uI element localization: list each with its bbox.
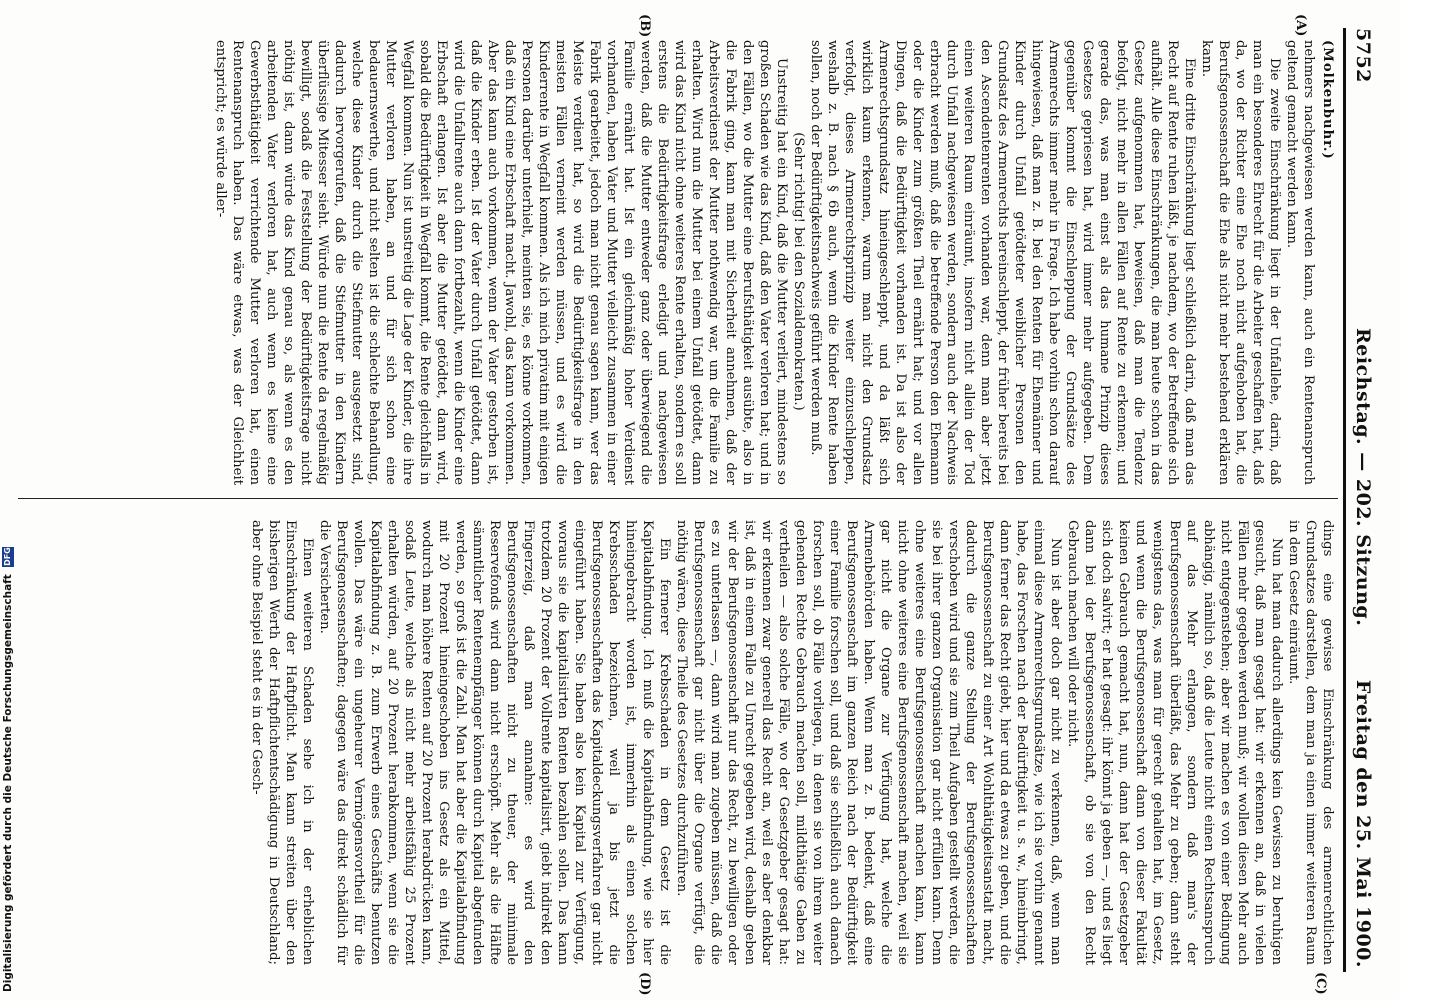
column-divider: [18, 498, 1338, 499]
paragraph: Einen weiteren Schaden sehe ich in der erheblichen Einschränkung der Haftpflicht. Man kann streiten über den bisherigen Werth der Haftpflichtentschädigung in Deutschland; aber ohne Beispiel steht es in der Gesch-: [249, 520, 315, 965]
left-text-column: [6, 40, 1336, 485]
paragraph: Nun ist aber doch gar nicht zu verkennen, daß, wenn man einmal diese Armenrechtsgrundsätze, wie ich sie vorhin genannt habe, das Forschen nach der Bedürftigkeit u. s. w., hineinbringt, dann ferner das Recht giebt, hier und da etwas zu geben, und die Berufsgenossenschaft zu einer Art Wohlthätigkeitsanstalt macht, dadurch die ganze Stellung der Berufsgenossenschaften verschoben wird und sie zum Theil Aufgaben gestellt werden, die sie bei ihrer ganzen Organisation gar nicht erfüllen kann. Denn ohne weiteres eine Berufsgenossenschaft machen kann, kann nicht ohne weiteres eine Berufsgenossenschaft machen, weil sie gar nicht die Organe zur Verfügung hat, welche die Armenbehörden haben. Wenn man z. B. bedenkt, daß eine Berufsgenossenschaft im ganzen Reich nach der Bedürftigkeit einer Familie forschen soll, und daß sie schließlich auch danach forschen soll, ob Fälle vorliegen, in denen sie von ihrem weiter gehenden Rechte Gebrauch machen soll, mildthätige Gaben zu vertheilen — also solche Fälle, wo der Gesetzgeber gesagt hat: wir erkennen zwar generell das Recht an, weil es aber denkbar ist, daß in einem Falle zu Unrecht gegeben wird, deshalb geben wir der Berufsgenossenschaft nur das Recht, zu bewilligen oder es zu unterlassen —, dann wird man zugeben müssen, daß die Berufsgenossenschaft gar nicht über die Organe verfügt, die nöthig wären, diese Theile des Gesetzes durchzuführen.: [674, 520, 1063, 965]
margin-marker-c: (C): [1313, 972, 1328, 995]
dfg-logo: DFG: [3, 547, 12, 566]
credit-text: Digitalisierung gefördert durch die Deutsche Forschungsgemeinschaft: [2, 574, 14, 992]
paragraph: nehmers nachgewiesen werden kann, auch ein Rentenanspruch geltend gemacht werden kann.: [1284, 40, 1316, 485]
session-title: Reichstag. — 202. Sitzung.: [1352, 328, 1374, 627]
margin-marker-d: (D): [637, 972, 652, 996]
paragraph: dings eine gewisse Einschränkung des armenrechtlichen Grundsatzes darstellen, dem man ja einen immer weiteren Raum in dem Gesetz einräumt.: [1286, 520, 1335, 965]
page-header: [1348, 28, 1378, 968]
right-text-column: [6, 520, 1336, 965]
page-number: 5752: [1352, 28, 1374, 83]
paragraph: Unstreitig hat ein Kind, daß die Mutter verliert, mindestens so großen Schaden wie das Kind, daß den Vater verloren hat; und in den Fällen, wo die Mutter eine Berufsthätigkeit ausübte, also in die Fabrik ging, kann man mit Sicherheit annehmen, daß der Arbeitsverdienst der Mutter nothwendig war, um die Familie zu erhalten. Wird nun die Mutter bei einem Unfall getödtet, dann wird das Kind nicht ohne weiteres Rente erhalten, sondern es soll erstens die Bedürftigkeitsfrage erledigt und nachgewiesen werden, daß die Mutter entweder ganz oder überwiegend die Familie ernährt hat. Ist ein gleichmäßig hoher Verdienst vorhanden, haben Vater und Mutter vielleicht zusammen in einer Fabrik gearbeitet, jedoch man nicht genau sagen kann, wer das Meiste verdient hat, so wird die Bedürftigkeitsfrage in den meisten Fällen verneint werden müssen, und es wird die Kinderrente in Wegfall kommen. Als ich mich privatim mit einigen Personen darüber unterhielt, meinten sie, es könne vorkommen, daß ein Kind eine Erbschaft macht. Jawohl, das kann vorkommen. Aber das kann auch vorkommen, wenn der Vater gestorben ist, daß die Kinder erben. Ist der Vater durch Unfall getödtet, dann wird die Unfallrente auch dann fortbezahlt, wenn die Kinder eine Erbschaft erlangen. Ist aber die Mutter getödtet, dann wird, sobald die Bedürftigkeit in Wegfall kommt, die Rente gleichfalls in Wegfall kommen. Nun ist unstreitig die Lage der Kinder, die ihre Mutter verloren haben, an und für sich schon eine bedauernswerthe, und nicht selten ist die schlechte Behandlung, welche diese Kinder durch die Stiefmutter ausgesetzt sind, dadurch hervorgerufen, daß die Stiefmutter in den Kindern überflüssige Mitesser sieht. Würde nun die Rente da regelmäßig bewilligt, sodaß die Feststellung der Bedürftigkeitsfrage nicht nöthig ist, dann würde das Kind genau so, als wenn es den arbeitenden Vater verloren hat, auch wenn es keine eine Gewerbsthätigkeit verrichtende Mutter verloren hat, einen Rentenanspruch haben. Das wäre etwas, was der Gleichheit entspricht; es würde aller-: [213, 40, 789, 485]
digitization-credit: [2, 0, 14, 1000]
paragraph: Nun hat man dadurch allerdings kein Gewissen zu beruhigen gesucht, daß man gesagt hat: wir erkennen an, daß in vielen Fällen mehr gegeben werden muß; wir wollen diesen Mehr auch nicht entgegenstehen; aber wir machen es von einer Bedingung abhängig, nämlich so, daß die Leute nicht einen Rechtsanspruch auf das Mehr erlangen, sondern daß man's der Berufsgenossenschaft überläßt, das Mehr zu geben; dann steht wenigstens das, was man für gerecht gehalten hat, im Gesetz, und wenn die Berufsgenossenschaft dann von dieser Fakultät keinen Gebrauch gemacht hat, nun, dann hat der Gesetzgeber sich doch salvirt; er hat gesagt: ihr könnt ja geben —, und es liegt dann bei der Berufsgenossenschaft, ob sie von den Recht Gebrauch machen will oder nicht.: [1065, 520, 1284, 965]
header-rule: [1343, 28, 1346, 972]
paragraph: Die zweite Einschränkung liegt in der Unfallehe, darin, daß man ein besonderes Ehrecht für die Arbeiter geschaffen hat, daß da, wo der Richter eine Ehe noch nicht aufgehoben hat, die Berufsgenossenschaft die Ehe als nicht mehr bestehend erklären kann.: [1199, 40, 1282, 485]
session-date: Freitag den 25. Mai 1900.: [1352, 679, 1374, 968]
margin-marker-a: (A): [1293, 14, 1308, 37]
interjection: (Sehr richtig! bei den Sozialdemokraten.): [791, 132, 806, 411]
paragraph: Eine dritte Einschränkung liegt schließlich darin, daß man das Recht auf Rente ruhen läßt, je nachdem, wo der Betreffende sich aufhält. Alle diese Einschränkungen, die man heute schon in das Gesetz aufgenommen hat, beweisen, daß man die Tendenz befolgt, nicht mehr in allen Fällen auf Rente zu erkennen; und gerade das, was man einst als das humane Prinzip dieses Gesetzes gepriesen hat, wird immer mehr aufgegeben. Dem gegenüber kommt die Einschleppung der Grundsätze des Armenrechts immer mehr in Frage. Ich habe vorhin schon darauf hingewiesen, daß man z. B. bei den Renten für Ehemänner und Kinder durch Unfall getödteter weiblicher Personen den Grundsatz des Armenrechts hereinschleppt, der früher bereits bei den Ascendentenrenten vorhanden war, denn man aber jetzt einen weiteren Raum einräumt, insofern nicht allein der Tod durch Unfall nachgewiesen werden, sondern auch der Nachweis erbracht werden muß, daß die betreffende Person den Ehemann oder die Kinder zum größten Theil ernährt hat; und vor allen Dingen, daß die Bedürftigkeit vorhanden ist. Da ist also der Armenrechtsgrundsatz hineingeschleppt, und da läßt sich wirklich kaum erkennen, warum man nicht den Grundsatz verfolgt, dieses Armenrechtsprinzip weiter einzuschleppen, weshalb z. B. nach § 6b auch, wenn die Kinder Rente haben sollen, noch der Bedürftigkeitsnachweis geführt werden muß.: [808, 40, 1197, 485]
speaker-name: (Molkenbuhr.): [1320, 40, 1335, 160]
margin-marker-b: (B): [637, 14, 652, 38]
paragraph: Ein fernerer Krebsschaden in dem Gesetz ist die Kapitalabfindung. Ich muß die Kapitalabfindung, wie sie hier hineingebracht worden ist, immerhin als einen solchen Krebsschaden bezeichnen, weil ja bis jetzt die Berufsgenossenschaften das Kapitaldeckungsverfahren gar nicht eingeführt haben. Sie haben also kein Kapital zur Verfügung, woraus sie die kapitalisirten Renten bezahlen sollen. Das kann trotzdem 20 Prozent der Vollrente kapitalisirt, giebt indirekt den Fingerzeig, daß man annahme: es wird den Berufsgenossenschaften nicht zu theuer, der minimale Reservefonds wird dann nicht erschöpft. Mehr als die Hälfte sämmtlicher Rentenempfänger können durch Kapital abgefunden werden, so groß ist die Zahl. Man hat aber die Kapitalabfindung mit 20 Prozent hineingeschoben ins Gesetz als ein Mittel, wodurch man höhere Renten auf 20 Prozent herabdrücken kann, sodaß Leute, welche als nicht mehr arbeitsfähig 25 Prozent erhalten würden, auf 20 Prozent herabkommen, wenn sie die Kapitalabfindung z. B. zum Erwerb eines Geschäfts benutzen wollen. Das wäre ein ungeheurer Vermögensvortheil für die Berufsgenossenschaften; dagegen wäre das direkt schädlich für die Versicherten.: [317, 520, 672, 965]
